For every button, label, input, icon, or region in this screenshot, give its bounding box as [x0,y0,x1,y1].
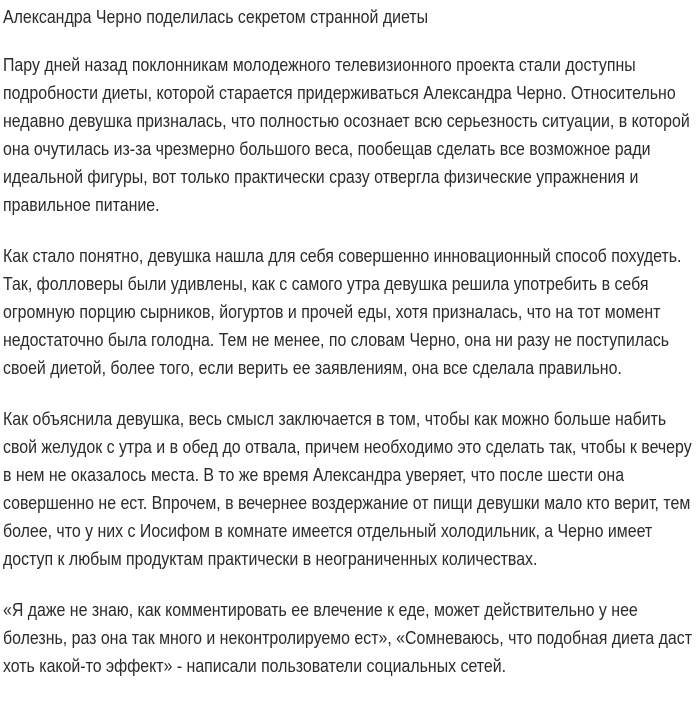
article-body [3,0,693,680]
article-paragraph-2: Как стало понятно, девушка нашла для себя совершенно инновационный способ похудеть. Так, фолловеры были удивлены, как с самого утра девушка решила употребить в себя огромную порцию сырников, йогуртов и прочей еды, хотя призналась, что на тот момент недостаточно была голодна. Тем не менее, по словам Черно, она ни разу не поступилась своей диетой, более того, если верить ее заявлениям, она все сделала правильно. [3,245,682,378]
article-paragraph-3: Как объяснила девушка, весь смысл заключается в том, чтобы как можно больше набить свой желудок с утра и в обед до отвала, причем необходимо это сделать так, чтобы к вечеру в нем не оказалось места. В то же время Александра уверяет, что после шести она совершенно не ест. Впрочем, в вечернее воздержание от пищи девушки мало кто верит, тем более, что у них с Иосифом в комнате имеется отдельный холодильник, а Черно имеет доступ к любым продуктам практически в неограниченных количествах. [3,408,692,569]
article-paragraph-4: «Я даже не знаю, как комментировать ее влечение к еде, может действительно у нее болезнь, раз она так много и неконтролируемо ест», «Сомневаюсь, что подобная диета даст хоть какой-то эффект» - написали пользователи социальных сетей. [3,599,693,676]
article-paragraph-1: Пару дней назад поклонникам молодежного телевизионного проекта стали доступны подробности диеты, которой старается придерживаться Александра Черно. Относительно недавно девушка призналась, что полностью осознает всю серьезность ситуации, в которой она очутилась из-за чрезмерно большого веса, пообещав сделать все возможное ради идеальной фигуры, вот только практически сразу отвергла физические упражнения и правильное питание. [3,54,690,215]
article-title: Александра Черно поделилась секретом странной диеты [3,6,429,27]
article [3,0,693,680]
